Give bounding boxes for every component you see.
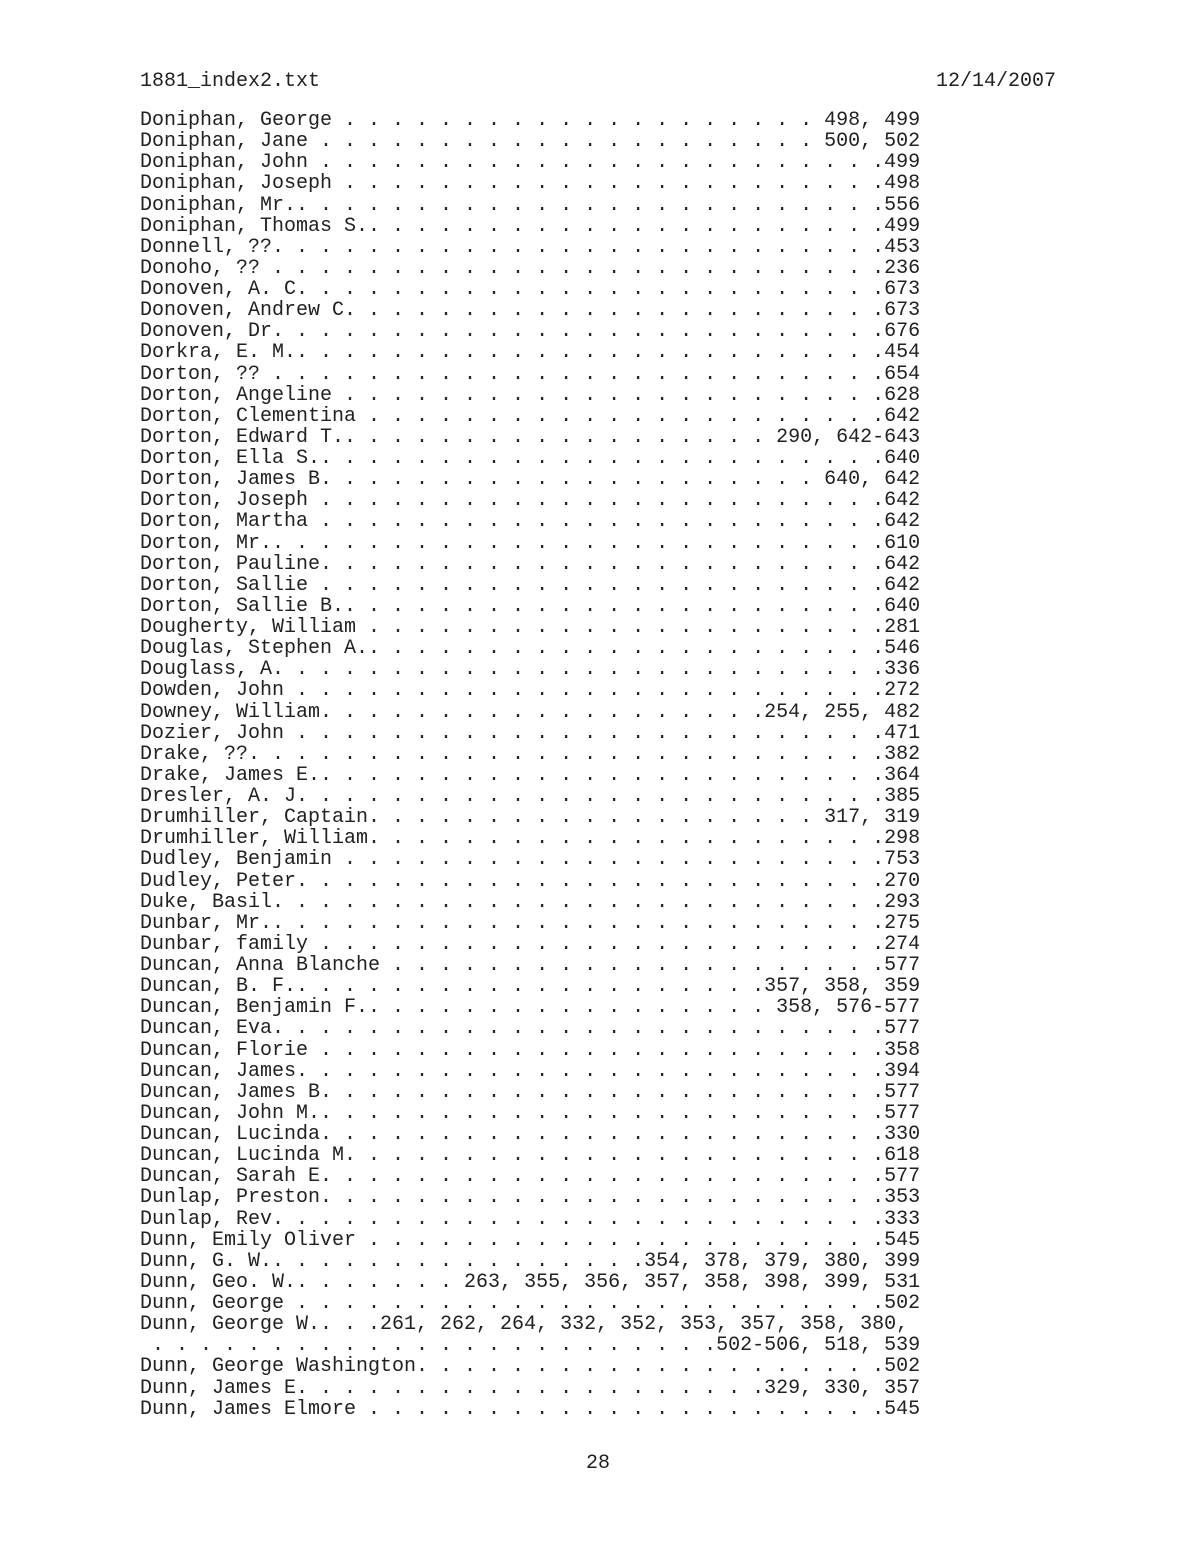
index-line: Dunlap, Preston. . . . . . . . . . . . . . . . . . . . . . . .353: [140, 1186, 921, 1210]
index-list: [140, 110, 920, 1420]
index-line: Doniphan, John . . . . . . . . . . . . . . . . . . . . . . . .499: [140, 151, 921, 175]
document-filename: 1881_index2.txt: [140, 70, 321, 93]
index-line: Drumhiller, William. . . . . . . . . . . . . . . . . . . . . .298: [140, 827, 921, 851]
index-line: Duncan, James. . . . . . . . . . . . . . . . . . . . . . . . .394: [140, 1059, 921, 1083]
index-line: Douglas, Stephen A.. . . . . . . . . . . . . . . . . . . . . .546: [140, 637, 921, 661]
index-line: Dorton, James B. . . . . . . . . . . . . . . . . . . . . 640, 642: [140, 468, 921, 492]
index-line: Dorton, Angeline . . . . . . . . . . . . . . . . . . . . . . .628: [140, 383, 921, 407]
index-line: Downey, William. . . . . . . . . . . . . . . . . . .254, 255, 482: [140, 700, 921, 724]
index-line: Duncan, Eva. . . . . . . . . . . . . . . . . . . . . . . . . .577: [140, 1017, 921, 1041]
index-line: Doniphan, Mr.. . . . . . . . . . . . . . . . . . . . . . . . .556: [140, 193, 921, 217]
index-line: Dunn, George . . . . . . . . . . . . . . . . . . . . . . . . .502: [140, 1292, 921, 1315]
index-line: Douglass, A. . . . . . . . . . . . . . . . . . . . . . . . . .336: [140, 658, 921, 682]
page-header: [140, 71, 1056, 92]
index-line: Dunn, Emily Oliver . . . . . . . . . . . . . . . . . . . . . .545: [140, 1228, 921, 1252]
index-line: Dorton, Clementina . . . . . . . . . . . . . . . . . . . . . .642: [140, 404, 921, 428]
index-line: Duke, Basil. . . . . . . . . . . . . . . . . . . . . . . . . .293: [140, 890, 921, 914]
index-line: Dozier, John . . . . . . . . . . . . . . . . . . . . . . . . .471: [140, 721, 921, 745]
index-line: Drake, ??. . . . . . . . . . . . . . . . . . . . . . . . . . .382: [140, 742, 921, 766]
index-line: Duncan, Benjamin F.. . . . . . . . . . . . . . . . . 358, 576-577: [140, 996, 921, 1020]
index-line: Dudley, Benjamin . . . . . . . . . . . . . . . . . . . . . . .753: [140, 848, 921, 872]
index-line: Donoven, A. C. . . . . . . . . . . . . . . . . . . . . . . . .673: [140, 278, 921, 301]
index-line: Dresler, A. J. . . . . . . . . . . . . . . . . . . . . . . . .385: [140, 785, 921, 808]
index-line: Dunn, James Elmore . . . . . . . . . . . . . . . . . . . . . .545: [140, 1397, 921, 1421]
index-line: Duncan, Florie . . . . . . . . . . . . . . . . . . . . . . . .358: [140, 1038, 921, 1062]
index-line: Doniphan, Joseph . . . . . . . . . . . . . . . . . . . . . . .498: [140, 172, 921, 196]
page-number: 28: [585, 1452, 610, 1475]
index-line: Dunbar, Mr.. . . . . . . . . . . . . . . . . . . . . . . . . .275: [140, 911, 921, 935]
index-line: Donoven, Andrew C. . . . . . . . . . . . . . . . . . . . . . .673: [140, 299, 921, 323]
index-line: Dowden, John . . . . . . . . . . . . . . . . . . . . . . . . .272: [140, 679, 921, 703]
index-line: Dorton, Martha . . . . . . . . . . . . . . . . . . . . . . . .642: [140, 510, 921, 534]
index-line: Dunn, James E. . . . . . . . . . . . . . . . . . . .329, 330, 357: [140, 1376, 921, 1400]
index-line: Dougherty, William . . . . . . . . . . . . . . . . . . . . . .281: [140, 616, 921, 639]
index-line: Duncan, Anna Blanche . . . . . . . . . . . . . . . . . . . . .577: [140, 954, 921, 977]
index-line: Dunlap, Rev. . . . . . . . . . . . . . . . . . . . . . . . . .333: [140, 1207, 921, 1231]
index-line: Drake, James E.. . . . . . . . . . . . . . . . . . . . . . . .364: [140, 763, 921, 787]
index-line: Dunbar, family . . . . . . . . . . . . . . . . . . . . . . . .274: [140, 932, 921, 956]
index-line: Donoho, ?? . . . . . . . . . . . . . . . . . . . . . . . . . .236: [140, 256, 921, 280]
index-line: Duncan, John M.. . . . . . . . . . . . . . . . . . . . . . . .577: [140, 1101, 921, 1125]
index-line: Duncan, James B. . . . . . . . . . . . . . . . . . . . . . . .577: [140, 1080, 921, 1104]
index-line: Doniphan, Jane . . . . . . . . . . . . . . . . . . . . . 500, 502: [140, 130, 921, 154]
index-line: Donoven, Dr. . . . . . . . . . . . . . . . . . . . . . . . . .676: [140, 320, 921, 344]
index-line: Doniphan, George . . . . . . . . . . . . . . . . . . . . 498, 499: [140, 109, 921, 132]
index-line: Dunn, G. W.. . . . . . . . . . . . . . . .354, 378, 379, 380, 399: [140, 1249, 921, 1273]
index-line: Dorton, Sallie . . . . . . . . . . . . . . . . . . . . . . . .642: [140, 573, 921, 597]
index-line: Duncan, Sarah E. . . . . . . . . . . . . . . . . . . . . . . .577: [140, 1165, 921, 1189]
index-line: Dorkra, E. M.. . . . . . . . . . . . . . . . . . . . . . . . .454: [140, 341, 921, 365]
index-line: Dorton, ?? . . . . . . . . . . . . . . . . . . . . . . . . . .654: [140, 362, 921, 386]
index-line: Dorton, Sallie B.. . . . . . . . . . . . . . . . . . . . . . .640: [140, 594, 921, 618]
index-line: Dorton, Edward T.. . . . . . . . . . . . . . . . . . 290, 642-643: [140, 425, 921, 449]
index-line: Duncan, Lucinda M. . . . . . . . . . . . . . . . . . . . . . .618: [140, 1144, 921, 1168]
index-line: Duncan, B. F.. . . . . . . . . . . . . . . . . . . .357, 358, 359: [140, 975, 921, 999]
index-line: . . . . . . . . . . . . . . . . . . . . . . . .502-506, 518, 539: [140, 1334, 921, 1358]
index-line: Dorton, Ella S.. . . . . . . . . . . . . . . . . . . . . . . .640: [140, 447, 921, 470]
index-line: Dunn, Geo. W.. . . . . . . 263, 355, 356, 357, 358, 398, 399, 531: [140, 1270, 921, 1294]
index-line: Donnell, ??. . . . . . . . . . . . . . . . . . . . . . . . . .453: [140, 235, 921, 259]
page-footer: [0, 1453, 1196, 1474]
index-line: Dorton, Joseph . . . . . . . . . . . . . . . . . . . . . . . .642: [140, 489, 921, 513]
index-line: Dudley, Peter. . . . . . . . . . . . . . . . . . . . . . . . .270: [140, 869, 921, 893]
document-date: 12/14/2007: [935, 70, 1056, 93]
index-line: Dorton, Pauline. . . . . . . . . . . . . . . . . . . . . . . .642: [140, 552, 921, 576]
index-line: Duncan, Lucinda. . . . . . . . . . . . . . . . . . . . . . . .330: [140, 1123, 921, 1146]
index-line: Drumhiller, Captain. . . . . . . . . . . . . . . . . . . 317, 319: [140, 806, 921, 830]
index-line: Dunn, George Washington. . . . . . . . . . . . . . . . . . . .502: [140, 1355, 921, 1379]
index-line: Doniphan, Thomas S.. . . . . . . . . . . . . . . . . . . . . .499: [140, 214, 921, 238]
index-line: Dorton, Mr.. . . . . . . . . . . . . . . . . . . . . . . . . .610: [140, 531, 921, 555]
index-line: Dunn, George W.. . .261, 262, 264, 332, 352, 353, 357, 358, 380,: [140, 1313, 909, 1337]
